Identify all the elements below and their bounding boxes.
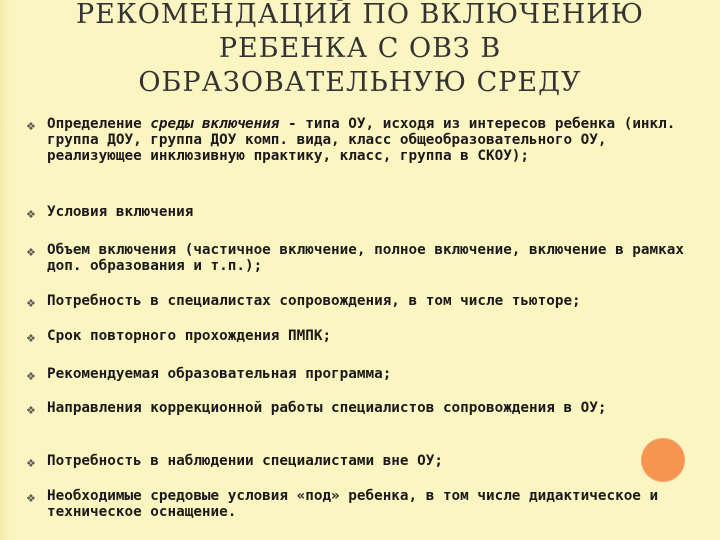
diamond-bullet-icon: ❖ xyxy=(26,208,36,221)
list-item-text: Направления коррекционной работы специалистов сопровождения в ОУ; xyxy=(47,400,607,416)
decorative-circle xyxy=(641,438,685,482)
list-item-text: Условия включения xyxy=(47,204,194,220)
list-item-text-italic: среды включения xyxy=(150,116,280,132)
title-line-1: РЕКОМЕНДАЦИЙ ПО ВКЛЮЧЕНИЮ xyxy=(75,0,645,30)
diamond-bullet-icon: ❖ xyxy=(26,492,36,505)
diamond-bullet-icon: ❖ xyxy=(26,120,36,133)
list-item-text: Потребность в специалистах сопровождения, в том числе тьюторе; xyxy=(47,293,581,309)
list-item-text: Объем включения (частичное включение, полное включение, включение в рамках доп. образования и т.п.); xyxy=(47,242,684,274)
list-item-text: Необходимые средовые условия «под» ребенка, в том числе дидактическое и техническое оснащение. xyxy=(47,488,659,520)
diamond-bullet-icon: ❖ xyxy=(26,297,36,310)
diamond-bullet-icon: ❖ xyxy=(26,332,36,345)
diamond-bullet-icon: ❖ xyxy=(26,370,36,383)
diamond-bullet-icon: ❖ xyxy=(26,246,36,259)
list-item-text xyxy=(47,116,697,164)
list-item-text-post: - типа ОУ, исходя из интересов ребенка (инкл. группа ДОУ, группа ДОУ комп. вида, класс общеобразовательного ОУ, реализующее инклюзивную практику, класс, группа в СКОУ); xyxy=(47,116,676,164)
diamond-bullet-icon: ❖ xyxy=(26,404,36,417)
list-item-text: Рекомендуемая образовательная программа; xyxy=(47,366,392,382)
list-item-text-pre: Определение xyxy=(47,116,151,132)
list-item-text: Срок повторного прохождения ПМПК; xyxy=(47,328,332,344)
title-line-2: РЕБЕНКА С ОВЗ В xyxy=(218,33,502,64)
title-line-3: ОБРАЗОВАТЕЛЬНУЮ СРЕДУ xyxy=(138,67,582,98)
diamond-bullet-icon: ❖ xyxy=(26,457,36,470)
list-item-text: Потребность в наблюдении специалистами вне ОУ; xyxy=(47,453,443,469)
